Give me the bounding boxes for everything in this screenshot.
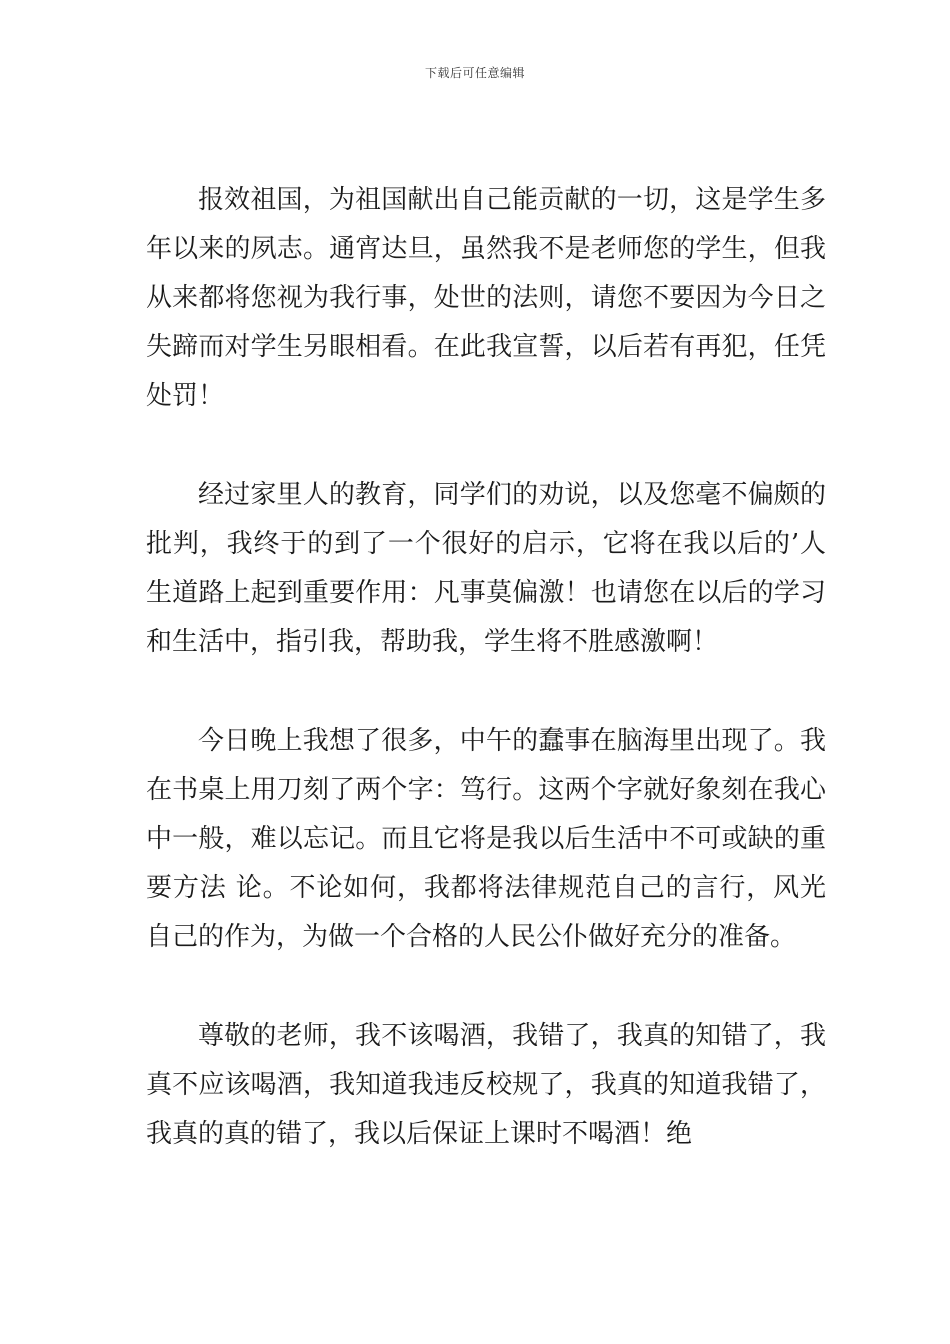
document-body (146, 176, 826, 1159)
paragraph-1: 报效祖国，为祖国献出自己能贡献的一切，这是学生多年以来的夙志。通宵达旦，虽然我不是老师您的学生，但我从来都将您视为我行事，处世的法则，请您不要因为今日之失蹄而对学生另眼相看。在此我宣誓，以后若有再犯，任凭处罚！ (146, 185, 826, 411)
paragraph-2: 经过家里人的教育，同学们的劝说，以及您毫不偏颇的批判，我终于的到了一个很好的启示，它将在我以后的’人生道路上起到重要作用：凡事莫偏激！也请您在以后的学习和生活中，指引我，帮助我，学生将不胜感激啊！ (146, 480, 826, 657)
header-note: 下载后可任意编辑 (424, 66, 525, 80)
paragraph-3: 今日晚上我想了很多，中午的蠢事在脑海里出现了。我在书桌上用刀刻了两个字：笃行。这两个字就好象刻在我心中一般，难以忘记。而且它将是我以后生活中不可或缺的重要方法 论。不论如何，我都将法律规范自己的言行，风光自己的作为，为做一个合格的人民公仆做好充分的准备。 (146, 726, 826, 952)
paragraph-4: 尊敬的老师，我不该喝酒，我错了，我真的知错了，我真不应该喝酒，我知道我违反校规了，我真的知道我错了，我真的真的错了，我以后保证上课时不喝酒！绝 (146, 1021, 826, 1149)
